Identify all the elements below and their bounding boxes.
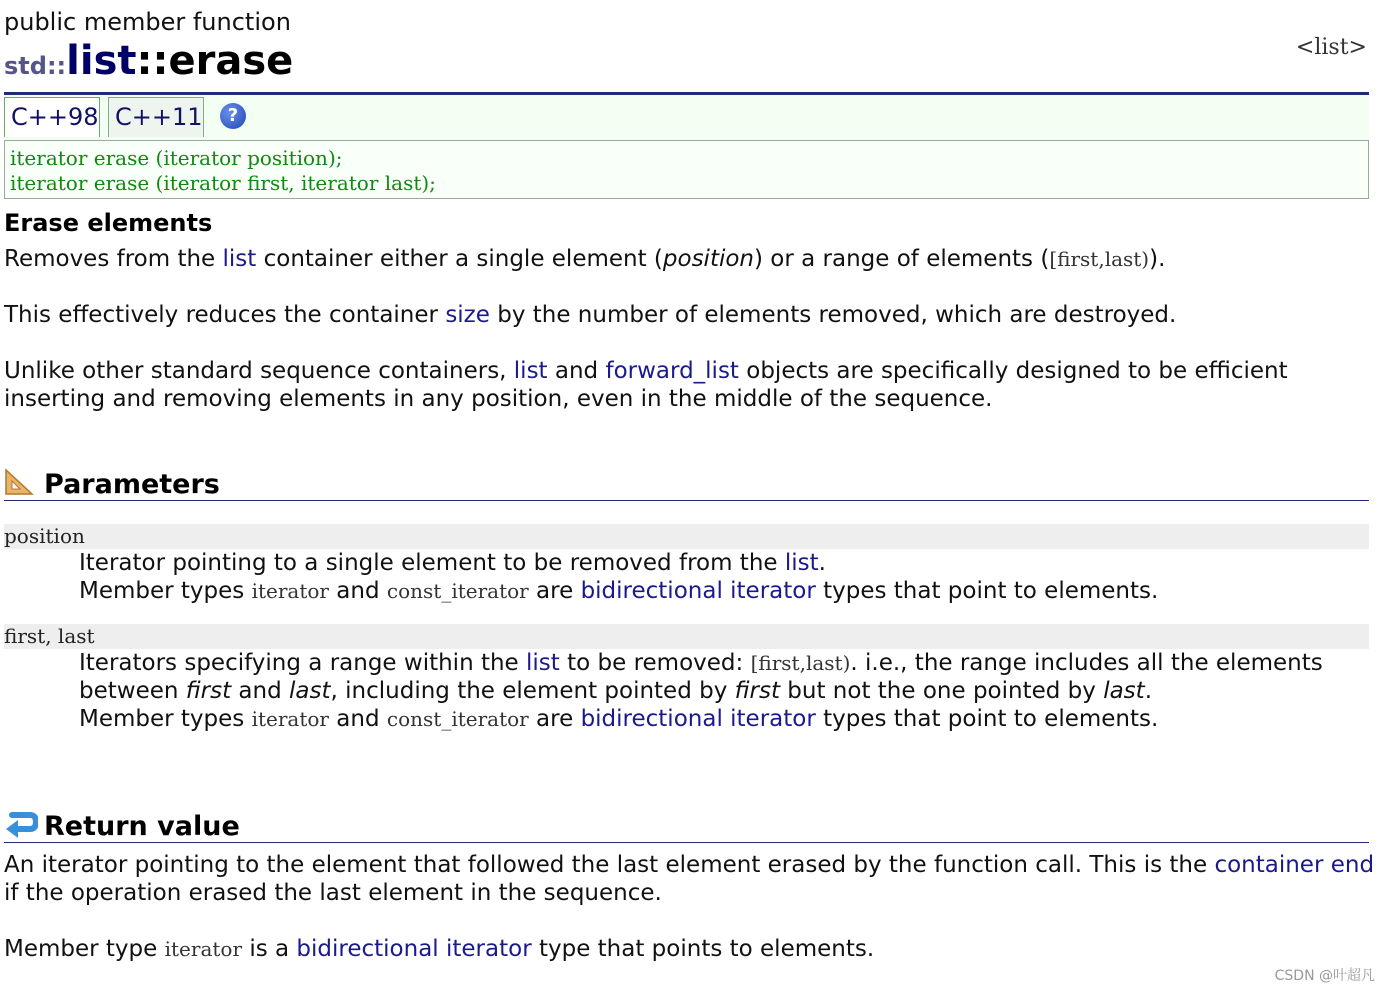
declaration-range: iterator erase (iterator first, iterator last); (10, 171, 436, 195)
header-file-link[interactable]: <list> (1295, 35, 1367, 60)
help-icon[interactable]: ? (220, 103, 246, 129)
bidirectional-iterator-link[interactable]: bidirectional iterator (580, 706, 816, 732)
return-value-paragraph-1-line-2: if the operation erased the last element in the sequence. (4, 880, 662, 906)
param-term-position: position (4, 524, 1369, 549)
size-link[interactable]: size (445, 302, 490, 328)
list-link[interactable]: list (222, 246, 257, 272)
return-value-heading-text: Return value (44, 811, 240, 842)
param-position-desc-line-1: Iterator pointing to a single element to be removed from the list. (79, 550, 826, 576)
return-value-paragraph-2: Member type iterator is a bidirectional iterator type that points to elements. (4, 936, 875, 962)
param-range-desc-line-1: Iterators specifying a range within the list to be removed: [first,last). i.e., the range includes all the elements (79, 650, 1323, 676)
range-code: [first,last) (1049, 247, 1150, 271)
tab-cpp98[interactable]: C++98 (4, 97, 100, 137)
list-link[interactable]: list (526, 650, 560, 676)
return-value-section-heading (4, 805, 1369, 843)
param-term-first-last: first, last (4, 624, 1369, 649)
container-end-link[interactable]: container end (1214, 852, 1375, 878)
description-paragraph-3-line-2: inserting and removing elements in any position, even in the middle of the sequence. (4, 386, 993, 412)
member-kind-label: public member function (4, 8, 291, 36)
description-paragraph-2: This effectively reduces the container size by the number of elements removed, which are destroyed. (4, 302, 1177, 328)
class-name-link[interactable]: list (66, 38, 137, 84)
bidirectional-iterator-link[interactable]: bidirectional iterator (296, 936, 532, 962)
param-range-desc-line-2: between first and last, including the element pointed by first but not the one pointed by last. (79, 678, 1152, 704)
set-square-icon (4, 468, 34, 496)
bidirectional-iterator-link[interactable]: bidirectional iterator (580, 578, 816, 604)
watermark: CSDN @叶超凡 (1274, 968, 1375, 984)
declaration-single: iterator erase (iterator position); (10, 146, 343, 170)
version-tab-bar (4, 95, 1369, 140)
list-link[interactable]: list (784, 550, 819, 576)
parameters-heading-text: Parameters (44, 469, 220, 500)
list-link[interactable]: list (513, 358, 548, 384)
title-separator: :: (136, 38, 169, 84)
declaration-box (4, 140, 1369, 199)
namespace-link[interactable]: std:: (4, 52, 67, 80)
return-value-paragraph-1: An iterator pointing to the element that followed the last element erased by the function call. This is the container end (4, 852, 1375, 878)
description-paragraph-3: Unlike other standard sequence containers, list and forward_list objects are specifically designed to be efficient (4, 358, 1288, 384)
parameters-section-heading (4, 464, 1369, 501)
return-arrow-icon (4, 809, 38, 839)
summary-heading: Erase elements (4, 209, 213, 237)
description-paragraph-1: Removes from the list container either a single element (position) or a range of elements ([first,last)). (4, 246, 1166, 272)
page-title (4, 38, 293, 84)
forward-list-link[interactable]: forward_list (605, 358, 739, 384)
function-name: erase (168, 38, 294, 84)
tab-cpp11[interactable]: C++11 (108, 97, 204, 137)
param-range-desc-line-3: Member types iterator and const_iterator are bidirectional iterator types that point to elements. (79, 706, 1159, 732)
param-position-desc-line-2: Member types iterator and const_iterator are bidirectional iterator types that point to elements. (79, 578, 1159, 604)
